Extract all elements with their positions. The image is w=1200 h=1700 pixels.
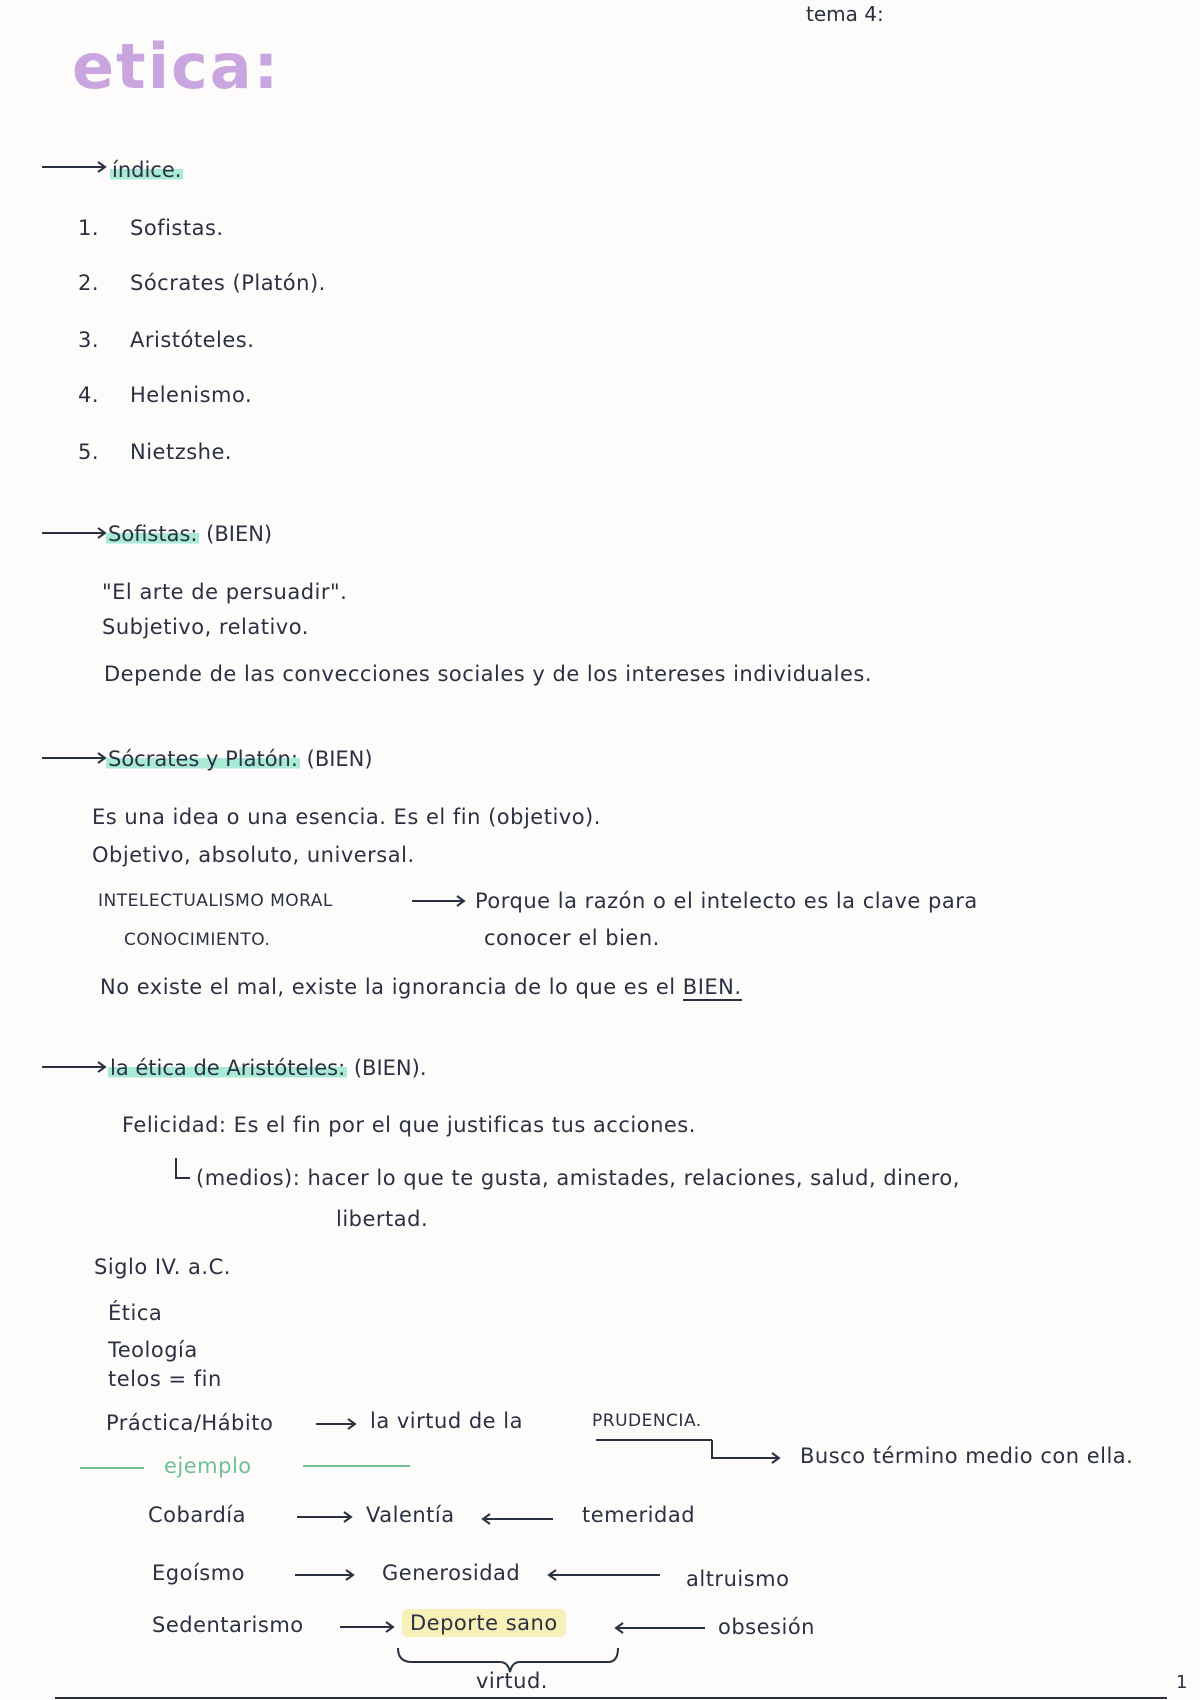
felicidad-line: Felicidad: Es el fin por el que justificas tus acciones. bbox=[122, 1113, 696, 1137]
socrates-ignorancia: No existe el mal, existe la ignorancia de lo que es el bbox=[100, 975, 676, 999]
index-item: Nietzshe. bbox=[130, 440, 233, 464]
sofistas-heading-text: Sofistas: bbox=[108, 522, 198, 546]
aristoteles-heading bbox=[108, 1056, 427, 1080]
sofistas-line: Subjetivo, relativo. bbox=[102, 615, 309, 639]
example-excess: temeridad bbox=[582, 1503, 696, 1527]
sofistas-line: Depende de las convecciones sociales y de los intereses individuales. bbox=[104, 662, 873, 686]
sofistas-tag: (BIEN) bbox=[206, 522, 273, 546]
sofistas-line: "El arte de persuadir". bbox=[102, 580, 348, 604]
index-item: Helenismo. bbox=[130, 383, 253, 407]
example-virtue: Generosidad bbox=[382, 1561, 521, 1585]
index-number: 5. bbox=[78, 440, 100, 464]
index-item: Aristóteles. bbox=[130, 328, 255, 352]
page-number: 1 bbox=[1176, 1672, 1188, 1693]
example-excess: altruismo bbox=[686, 1567, 790, 1591]
busco-line: Busco término medio con ella. bbox=[800, 1444, 1134, 1468]
page-title: etica: bbox=[72, 30, 281, 103]
example-virtue bbox=[402, 1611, 566, 1635]
siglo-line: Siglo IV. a.C. bbox=[94, 1255, 231, 1279]
index-heading-text: índice. bbox=[112, 158, 182, 182]
socrates-line: Objetivo, absoluto, universal. bbox=[92, 843, 415, 867]
aristoteles-tag: (BIEN). bbox=[353, 1056, 427, 1080]
index-number: 1. bbox=[78, 216, 100, 240]
index-item: Sócrates (Platón). bbox=[130, 271, 326, 295]
socrates-tag: (BIEN) bbox=[306, 747, 373, 771]
index-number: 3. bbox=[78, 328, 100, 352]
intelectualismo-label: INTELECTUALISMO MORAL bbox=[98, 891, 333, 911]
medios-line: (medios): hacer lo que te gusta, amistades, relaciones, salud, dinero, bbox=[196, 1166, 960, 1190]
example-virtue-highlight: Deporte sano bbox=[402, 1609, 566, 1637]
medios-line: libertad. bbox=[336, 1207, 429, 1231]
sofistas-heading bbox=[106, 522, 272, 546]
index-number: 2. bbox=[78, 271, 100, 295]
example-excess: obsesión bbox=[718, 1615, 815, 1639]
topic-number: tema 4: bbox=[806, 2, 884, 26]
porque-line: conocer el bien. bbox=[484, 926, 660, 950]
porque-line: Porque la razón o el intelecto es la clave para bbox=[475, 889, 978, 913]
conocimiento-label: CONOCIMIENTO. bbox=[124, 930, 271, 950]
example-virtue: Valentía bbox=[366, 1503, 455, 1527]
example-vice: Egoísmo bbox=[152, 1561, 246, 1585]
page-bottom-line bbox=[55, 1697, 1167, 1699]
teologia-line: Teología bbox=[108, 1338, 198, 1362]
socrates-line: Es una idea o una esencia. Es el fin (objetivo). bbox=[92, 805, 601, 829]
index-item: Sofistas. bbox=[130, 216, 224, 240]
socrates-heading-text: Sócrates y Platón: bbox=[108, 747, 298, 771]
socrates-heading bbox=[106, 747, 373, 771]
prudencia-word: PRUDENCIA. bbox=[592, 1411, 702, 1431]
virtud-line: la virtud de la bbox=[370, 1409, 523, 1433]
virtud-label: virtud. bbox=[476, 1669, 548, 1693]
ejemplo-label: ejemplo bbox=[164, 1454, 252, 1478]
bien-word: BIEN. bbox=[682, 975, 742, 999]
index-number: 4. bbox=[78, 383, 100, 407]
example-vice: Sedentarismo bbox=[152, 1613, 304, 1637]
example-vice: Cobardía bbox=[148, 1503, 247, 1527]
aristoteles-heading-text: la ética de Aristóteles: bbox=[110, 1056, 346, 1080]
telos-line: telos = fin bbox=[108, 1367, 222, 1391]
index-heading bbox=[110, 158, 183, 182]
etica-line: Ética bbox=[108, 1301, 163, 1325]
socrates-line bbox=[100, 975, 742, 999]
practica-line: Práctica/Hábito bbox=[106, 1411, 274, 1435]
